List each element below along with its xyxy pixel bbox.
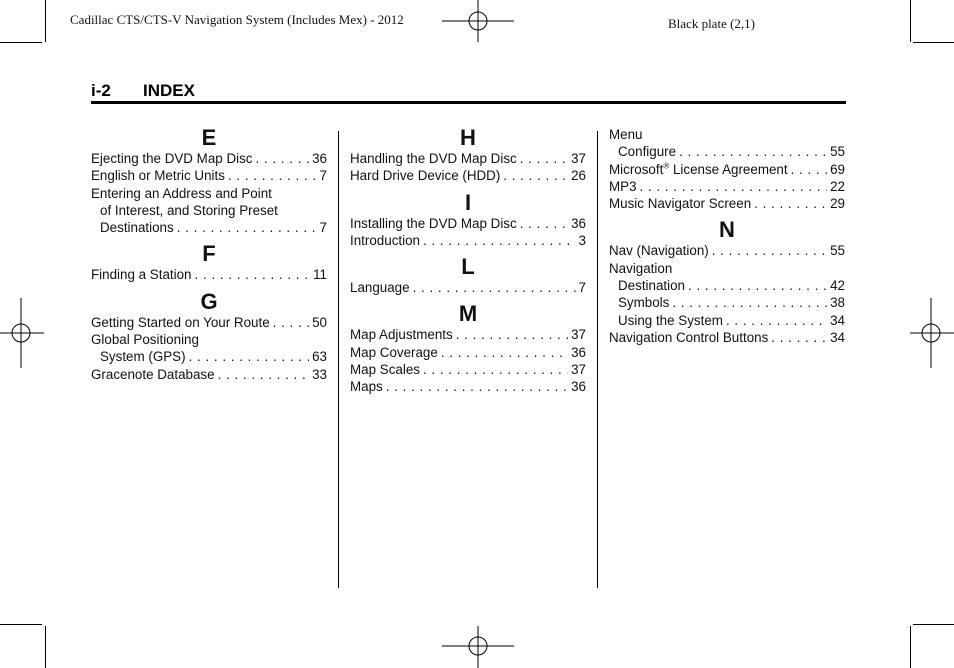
index-entry-term (609, 195, 751, 212)
index-entry (609, 294, 845, 311)
dot-leader (520, 150, 568, 167)
dot-leader (640, 178, 828, 195)
index-letter-heading: H (460, 125, 476, 150)
index-entry (350, 326, 586, 343)
index-entry-term-text: System (GPS) (100, 349, 186, 365)
index-entry-page: 36 (571, 215, 586, 231)
index-entry-page: 36 (571, 344, 586, 360)
index-entry-term (91, 167, 225, 184)
dot-leader (726, 312, 827, 329)
index-entry: Navigation (609, 260, 673, 276)
index-entry-page: 7 (319, 220, 327, 236)
index-entry-term-text: Finding a Station (91, 267, 192, 283)
index-entry-page: 37 (571, 362, 586, 378)
index-entry-term-text: Hard Drive Device (HDD) (350, 168, 501, 184)
index-entry-page: 55 (830, 144, 845, 160)
index-entry: of Interest, and Storing Preset (100, 202, 278, 218)
index-entry-term-text: Ejecting the DVD Map Disc (91, 151, 253, 166)
dot-leader (218, 366, 310, 383)
dot-leader (413, 279, 576, 296)
index-entry-term (350, 232, 420, 249)
index-entry-term-text: Handling the DVD Map Disc (350, 151, 517, 166)
index-entry (609, 178, 845, 195)
index-entry-term (609, 161, 788, 178)
index-entry-term-text: Installing the DVD Map Disc (350, 215, 517, 231)
index-entry-term-text: Language (350, 280, 410, 296)
index-entry-term (350, 344, 438, 361)
dot-leader (679, 143, 827, 160)
crop-mark-top-right-v (910, 0, 911, 42)
index-entry-page: 55 (830, 243, 845, 259)
crop-mark-top-left-h (0, 42, 42, 43)
index-entry (609, 312, 845, 329)
registration-mark-left-icon (0, 298, 44, 368)
index-entry-term (91, 314, 270, 331)
index-entry-term (91, 366, 215, 383)
dot-leader (672, 294, 827, 311)
index-entry-term (91, 266, 192, 283)
dot-leader (189, 348, 310, 365)
index-entry-term (609, 329, 768, 346)
index-entry-term (350, 279, 410, 296)
dot-leader (423, 232, 576, 249)
dot-leader (386, 378, 568, 395)
crop-mark-bottom-right-v (910, 626, 911, 668)
crop-mark-top-left-v (45, 0, 46, 42)
index-entry-term (350, 167, 500, 184)
index-letter-heading: G (200, 288, 218, 314)
index-entry (350, 150, 586, 167)
index-entry (350, 361, 586, 378)
index-entry-term-text: Destinations (100, 220, 174, 236)
index-entry-term-text: English or Metric Units (91, 168, 225, 184)
index-entry (91, 219, 327, 236)
header-rule (91, 101, 846, 104)
dot-leader (441, 344, 568, 361)
index-entry (350, 378, 586, 395)
dot-leader (503, 167, 568, 184)
index-entry-page: 36 (571, 379, 586, 395)
index-entry-term (350, 326, 453, 343)
dot-leader (456, 326, 568, 343)
index-entry-term-text: Map Coverage (350, 344, 438, 360)
index-entry-page: 34 (830, 312, 845, 328)
index-entry-page: 3 (578, 232, 586, 248)
index-entry-page: 34 (830, 329, 845, 345)
column-divider (338, 131, 339, 588)
index-entry-page: 37 (571, 327, 586, 343)
index-entry-page: 50 (312, 314, 327, 330)
index-entry-term-text: Music Navigator Screen (609, 196, 752, 212)
index-entry (609, 143, 845, 160)
index-entry-term-text: Introduction (350, 232, 420, 248)
index-entry-page: 7 (319, 168, 327, 184)
dot-leader (754, 195, 827, 212)
index-entry (350, 167, 586, 184)
index-entry (609, 329, 845, 346)
index-entry-term-text: Configure (618, 144, 677, 160)
dot-leader (771, 329, 827, 346)
index-column (609, 126, 845, 346)
index-entry-page: 63 (312, 349, 327, 365)
index-entry-term (618, 312, 723, 329)
dot-leader (688, 277, 827, 294)
index-entry (91, 266, 327, 283)
index-entry-term (618, 143, 676, 160)
index-entry-term-suffix: License Agreement (669, 161, 788, 177)
dot-leader (273, 314, 309, 331)
index-entry-term (100, 348, 186, 365)
index-column (350, 126, 586, 396)
index-entry-page: 26 (571, 168, 586, 184)
index-entry (91, 167, 327, 184)
index-entry (91, 150, 327, 167)
dot-leader (712, 242, 827, 259)
index-entry-page: 7 (578, 280, 586, 296)
document-title: Cadillac CTS/CTS-V Navigation System (Includes Mex) - 2012 (70, 12, 404, 27)
index-entry (91, 348, 327, 365)
index-letter-heading: I (464, 189, 472, 215)
index-entry-page: 36 (312, 151, 327, 166)
index-entry-page: 11 (313, 267, 327, 283)
index-entry-term (350, 150, 517, 167)
index-entry-term-text: Navigation Control Buttons (609, 329, 769, 345)
dot-leader (423, 361, 568, 378)
index-entry-term (609, 242, 709, 259)
index-entry-page: 29 (830, 196, 845, 212)
page-number: i-2 (91, 81, 111, 100)
crop-mark-bottom-right-h (913, 624, 954, 625)
index-entry-term-text: Destination (618, 278, 685, 294)
index-entry-term-text: Microsoft (609, 161, 664, 177)
index-entry-term (350, 215, 517, 232)
dot-leader (195, 266, 311, 283)
index-entry-page: 33 (312, 366, 327, 382)
dot-leader (520, 215, 568, 232)
index-entry (609, 242, 845, 259)
index-entry: Global Positioning (91, 332, 199, 348)
index-entry-term (350, 378, 383, 395)
index-entry: Menu (609, 127, 643, 142)
index-entry-term-text: Gracenote Database (91, 366, 215, 382)
index-entry-term-text: Nav (Navigation) (609, 243, 709, 259)
index-entry-page: 69 (830, 161, 845, 177)
index-entry: Entering an Address and Point (91, 185, 272, 201)
index-entry (609, 195, 845, 212)
index-column (91, 126, 327, 383)
index-entry-term-text: Symbols (618, 295, 670, 311)
section-title: INDEX (143, 81, 195, 100)
index-entry-term (618, 294, 669, 311)
registration-mark-right-icon (910, 298, 954, 368)
index-entry-term-text: Maps (350, 379, 383, 395)
index-entry-term-text: Using the System (618, 312, 723, 328)
index-entry (350, 232, 586, 249)
dot-leader (791, 161, 828, 178)
index-entry (350, 344, 586, 361)
column-divider (597, 131, 598, 588)
crop-mark-bottom-left-h (0, 624, 42, 625)
running-head (91, 81, 195, 101)
index-entry-term (91, 150, 253, 167)
index-entry (609, 161, 845, 178)
index-entry-term (350, 361, 420, 378)
index-entry (350, 279, 586, 296)
index-entry-term (618, 277, 685, 294)
index-entry-page: 22 (830, 178, 845, 194)
index-entry (91, 366, 327, 383)
crop-mark-bottom-left-v (45, 626, 46, 668)
index-letter-heading: N (719, 217, 735, 243)
index-entry-term (100, 219, 174, 236)
registration-mark-top-icon (442, 0, 514, 44)
dot-leader (228, 167, 317, 184)
dot-leader (177, 219, 317, 236)
dot-leader (256, 150, 310, 167)
index-entry-term-text: Map Scales (350, 362, 420, 378)
registered-mark: ® (663, 161, 670, 171)
registration-mark-bottom-icon (442, 624, 514, 668)
index-entry-term-text: Getting Started on Your Route (91, 314, 270, 330)
index-entry-page: 37 (571, 151, 586, 166)
index-letter-heading: F (202, 241, 216, 267)
index-entry-page: 42 (830, 278, 845, 294)
index-entry (609, 277, 845, 294)
crop-mark-top-right-h (913, 42, 954, 43)
index-entry-term-text: Map Adjustments (350, 327, 453, 343)
index-entry-term (609, 178, 637, 195)
index-entry-page: 38 (830, 295, 845, 311)
index-letter-heading: M (458, 301, 478, 327)
index-entry-term-text: MP3 (609, 178, 637, 194)
index-entry (91, 314, 327, 331)
plate-label: Black plate (2,1) (668, 16, 755, 31)
index-letter-heading: L (461, 254, 475, 280)
index-entry (350, 215, 586, 232)
index-letter-heading: E (201, 125, 217, 150)
